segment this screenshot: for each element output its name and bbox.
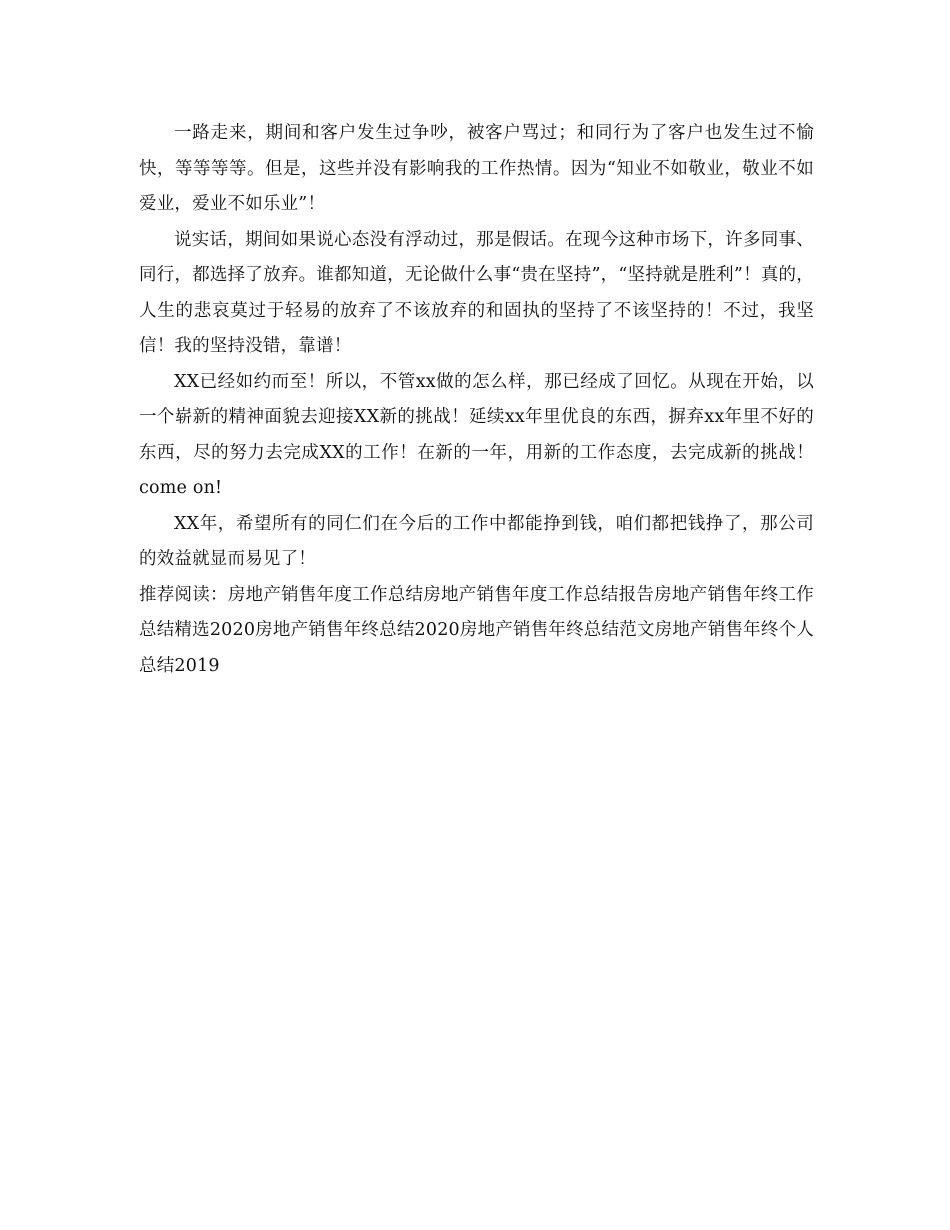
paragraph-2: 说实话，期间如果说心态没有浮动过，那是假话。在现今这种市场下，许多同事、同行，都选择了放弃。谁都知道，无论做什么事“贵在坚持”，“坚持就是胜利”！真的，人生的悲哀莫过于轻易的放弃了不该放弃的和固执的坚持了不该坚持的！不过，我坚信！我的坚持没错，靠谱！ [139,229,814,356]
recommended-reading: 推荐阅读：房地产销售年度工作总结房地产销售年度工作总结报告房地产销售年终工作总结精选2020房地产销售年终总结2020房地产销售年终总结范文房地产销售年终个人总结2019 [139,584,814,676]
paragraph-4: XX年，希望所有的同仁们在今后的工作中都能挣到钱，咱们都把钱挣了，那公司的效益就显而易见了！ [139,513,814,569]
paragraph-1: 一路走来，期间和客户发生过争吵，被客户骂过；和同行为了客户也发生过不愉快，等等等等。但是，这些并没有影响我的工作热情。因为“知业不如敬业，敬业不如爱业，爱业不如乐业”！ [139,123,814,214]
document-body [139,116,814,684]
paragraph-3: XX已经如约而至！所以，不管xx做的怎么样，那已经成了回忆。从现在开始，以一个崭新的精神面貌去迎接XX新的挑战！延续xx年里优良的东西，摒弃xx年里不好的东西，尽的努力去完成XX的工作！在新的一年，用新的工作态度，去完成新的挑战！come on! [139,371,814,498]
